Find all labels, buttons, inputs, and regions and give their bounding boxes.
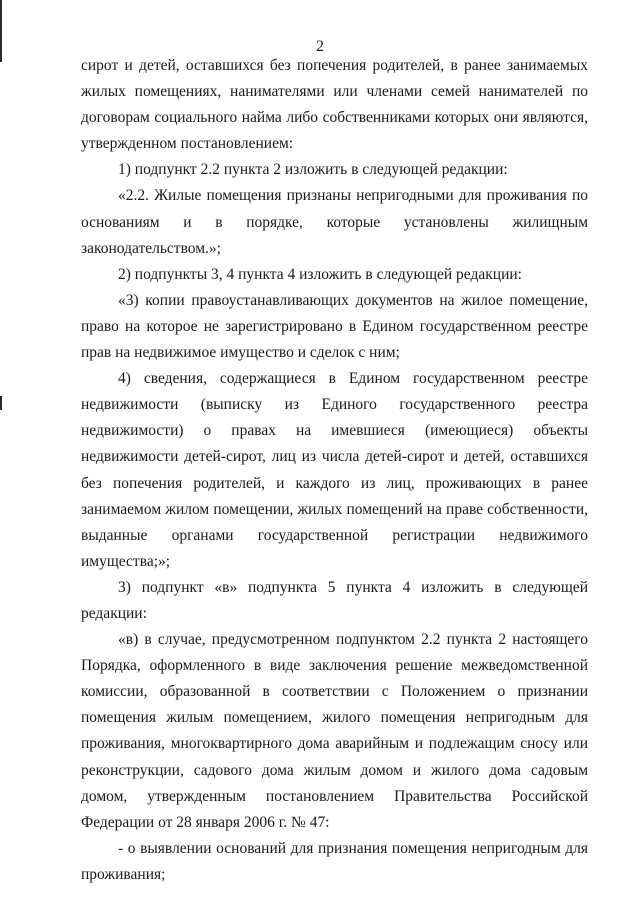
paragraph: 3) подпункт «в» подпункта 5 пункта 4 изложить в следующей редакции: [81, 578, 588, 622]
paragraph: - о выявлении оснований для признания помещения непригодным для проживания; [81, 839, 588, 883]
scan-edge-mark [0, 396, 2, 410]
paragraph: «3) копии правоустанавливающих документов на жилое помещение, право на которое не зарегистрировано в Едином государственном реестре прав на недвижимое имущество и сделок с ним; [81, 291, 588, 362]
paragraph: «2.2. Жилые помещения признаны непригодными для проживания по основаниям и в порядке, которые установлены жилищным законодательством.»; [81, 187, 588, 257]
paragraph: «в) в случае, предусмотренном подпунктом 2.2 пункта 2 настоящего Порядка, оформленного в виде заключения решение межведомственной комиссии, образованной в соответствии с Положением о признании помещения жилым помещением, жилого помещения непригодным для проживания, многоквартирного дома аварийным и подлежащим сносу или реконструкции, садового дома жилым домом и жилого дома садовым домом, утвержденным постановлением Правительства Российской Федерации от 28 января 2006 г. № 47: [81, 631, 588, 831]
paragraph: 2) подпункты 3, 4 пункта 4 изложить в следующей редакции: [118, 265, 522, 283]
paragraph: 4) сведения, содержащиеся в Едином государственном реестре недвижимости (выписку из Единого государственного реестра недвижимости) о правах на имевшиеся (имеющиеся) объекты недвижимости детей-сирот, лиц из числа детей-сирот и детей, оставшихся без попечения родителей, и каждого из лиц, проживающих в ранее занимаемом жилом помещении, жилых помещений на праве собственности, выданные органами государственной регистрации недвижимого имущества;»; [81, 370, 588, 570]
paragraph: сирот и детей, оставшихся без попечения родителей, в ранее занимаемых жилых помещениях, нанимателями или членами семей нанимателей по договорам социального найма либо собственниками которых они являются, утвержденном постановлением: [81, 57, 588, 153]
document-body [81, 53, 588, 888]
page-number: 2 [316, 38, 324, 55]
paragraph: 1) подпункт 2.2 пункта 2 изложить в следующей редакции: [118, 161, 508, 179]
